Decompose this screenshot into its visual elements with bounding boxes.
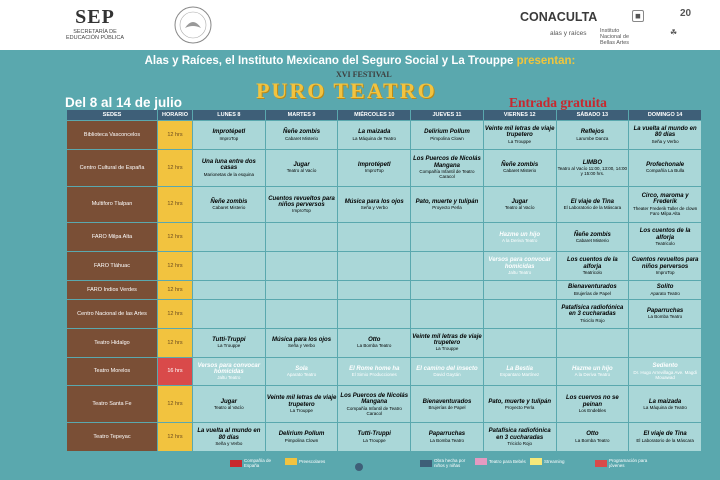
company-name: ImproTop [219,135,239,141]
show-cell [266,281,338,299]
show-title: La maizada [648,398,682,405]
show-title: Sola [295,365,308,372]
show-title: Ñeñe zombis [501,162,539,169]
show-title: Sediento [652,363,678,370]
show-cell [338,386,410,422]
show-cell [266,150,338,186]
show-cell [411,150,483,186]
show-cell [557,329,629,357]
festival-subtitle: XVI FESTIVAL [336,70,392,79]
show-cell [266,358,338,386]
company-name: Los Endebles [578,408,606,414]
show-cell [484,300,556,328]
show-title: Música para los ojos [344,198,404,205]
show-title: Veinte mil letras de viaje trupetero [484,126,555,139]
show-cell [266,187,338,223]
show-cell [266,121,338,149]
schedule-table [66,109,702,452]
company-name: Teatro al Vacío [504,205,535,211]
show-cell [193,300,265,328]
legend-label: Programación para jóvenes [609,458,648,468]
hours-cell: 12 hrs [158,300,192,328]
venue-cell: Teatro Morelos [67,358,157,386]
show-title: Música para los ojos [272,336,332,343]
schedule-row [67,187,701,223]
hours-cell: 12 hrs [158,329,192,357]
legend-swatch [285,458,297,465]
show-title: Tutti-Truppi [357,431,391,438]
show-cell [193,358,265,386]
company-name: El Laboratorio de la Máscara [563,205,622,211]
hours-cell: 12 hrs [158,252,192,280]
company-name: El Simio Producciones [351,372,397,378]
show-cell [629,150,701,186]
company-name: Proyecto Perla [504,404,535,410]
show-cell [629,358,701,386]
show-title: Solito [656,284,674,291]
company-name: ImproTop [364,168,384,174]
hours-cell: 12 hrs [158,121,192,149]
company-name: El Laboratorio de la Máscara [636,437,694,443]
company-name: La Bomba Teatro [357,343,392,349]
schedule-row [67,423,701,451]
inba-logo: Instituto Nacional de Bellas Artes [600,28,630,46]
company-name: La Bomba Teatro [648,314,683,320]
show-title: Jugar [293,162,310,169]
show-cell [484,150,556,186]
schedule-row [67,281,701,299]
company-name: Theater Frederik Taller de clown Faro Milpa Alta [633,205,698,216]
mexico-seal-icon [158,4,228,46]
show-cell [338,423,410,451]
venue-cell: Centro Nacional de las Artes [67,300,157,328]
conaculta-badge-icon: ◼ [632,10,644,22]
show-cell [629,223,701,251]
show-title: Reflejos [580,129,605,136]
company-name: Seña y Verbo [651,138,679,144]
show-cell [629,121,701,149]
venue-cell: Teatro Santa Fe [67,386,157,422]
show-title: El camino del insecto [416,365,478,372]
show-title: La Bestia [506,365,533,372]
company-name: Cabaret Misterio [212,205,246,211]
headline-accent: presentan: [516,55,576,67]
company-name: Larumbe Danza [576,135,609,141]
legend-label: Preescolares [299,459,326,464]
show-title: Improtépetl [357,162,391,169]
show-cell [338,150,410,186]
company-name: A la Deriva Teatro [574,372,611,378]
company-name: Dr. Hugo Arrevillaga Ave. Magdi Mouawad [633,369,697,380]
company-name: La Máquina de Teatro [643,404,687,410]
show-cell [557,223,629,251]
company-name: Teatro al Vacío 11:00, 13:00, 14:00 y 15:00 hrs. [557,165,628,176]
legend-item [230,458,284,468]
schedule-row [67,329,701,357]
company-name: Pimpolina Clown [284,437,319,443]
company-name: Espantaro Martínez [500,372,540,378]
show-cell [557,121,629,149]
company-name: Brujerías de Papel [573,290,611,296]
company-name: David Gaytán [433,372,461,378]
legend-label: Obra hecha por niños y niñas [434,458,466,468]
show-title: LIMBO [582,159,603,166]
company-name: La Trouppe [362,437,386,443]
company-name: Triciclo Rojo [507,440,532,446]
show-cell [629,423,701,451]
legend-label: Compañía de España [244,458,272,468]
show-cell [629,329,701,357]
legend-item [475,458,529,465]
hours-cell: 12 hrs [158,281,192,299]
show-cell [193,187,265,223]
show-title: Ñeñe zombis [573,231,611,238]
schedule-row [67,252,701,280]
venue-cell: FARO Milpa Alta [67,223,157,251]
legend-item [285,458,339,465]
alas-y-raices-logo: alas y raíces [550,30,587,37]
legend-item [595,458,649,468]
show-cell [338,223,410,251]
show-cell [266,223,338,251]
venue-cell: FARO Indios Verdes [67,281,157,299]
hours-cell: 12 hrs [158,423,192,451]
show-cell [557,386,629,422]
show-cell [411,281,483,299]
show-cell [338,121,410,149]
hours-cell: 12 hrs [158,386,192,422]
venue-cell: Centro Cultural de España [67,150,157,186]
column-header: HORARIO [158,110,192,120]
legend-item [420,458,474,468]
show-title: Veinte mil letras de viaje trupetero [412,333,482,347]
show-title: Tutti-Truppi [212,336,246,343]
show-title: Ñeñe zombis [283,129,321,136]
sep-subtitle-1: SECRETARÍA DE [73,29,117,35]
company-name: ImproTop [655,269,675,275]
venue-cell: Multiforo Tlalpan [67,187,157,223]
show-title: Versos para convocar homicidas [197,362,261,375]
company-name: Teatricolo [655,241,675,247]
show-title: Otto [368,336,381,343]
column-header: LUNES 8 [193,110,265,120]
legend-swatch [420,460,432,467]
hours-cell: 12 hrs [158,150,192,186]
show-title: Jugar [511,198,528,205]
conaculta-wordmark: CONACULTA [520,10,598,24]
legend-label: Streaming [544,459,565,464]
column-header: MIÉRCOLES 10 [338,110,410,120]
show-cell [193,329,265,357]
legend-label: Teatro para Bebés [489,459,526,464]
show-title: Delirium Pollum [278,431,325,438]
company-name: La Bomba Teatro [429,437,465,443]
show-cell [411,187,483,223]
festival-title: PURO TEATRO [256,78,437,103]
company-name: ImproTop [292,208,311,214]
show-cell [629,386,701,422]
show-cell [411,121,483,149]
show-cell [266,386,338,422]
show-cell [484,187,556,223]
conaculta-year: 20 [680,8,692,19]
show-title: Una luna entre dos casas [201,158,256,172]
show-title: Jugar [220,398,238,405]
show-title: Delirium Pollum [424,129,470,136]
show-cell [193,121,265,149]
show-cell [484,223,556,251]
show-title: Cuentos revueltos para niños perversos [631,257,699,270]
show-cell [557,252,629,280]
headline-text: Alas y Raíces, el Instituto Mexicano del Seguro Social y La Trouppe [144,55,514,67]
show-title: Los Puercos de Nicolás Mangana [413,156,481,169]
legend-item [530,458,584,465]
show-title: Improtépetl [212,129,246,136]
venue-cell: Teatro Tepeyac [67,423,157,451]
theater-mask-icon [354,462,364,472]
company-name: La Bomba Teatro [575,437,610,443]
company-name: Seña y Verbo [288,343,316,349]
show-cell [557,358,629,386]
company-name: Compañía Infantil de Teatro Caracol [346,405,402,416]
legend-swatch [530,458,542,465]
legend-swatch [475,458,487,465]
company-name: La Trouppe [290,408,313,414]
show-cell [629,300,701,328]
show-cell [411,329,483,357]
company-name: Teatro al Vacío [214,404,244,410]
show-title: Cuentos revueltos para niños perversos [268,195,335,208]
show-title: Hazme un hijo [499,231,540,238]
show-cell [557,423,629,451]
company-name: La Trouppe [435,346,459,352]
imss-logo-icon: ☘ [670,28,678,37]
company-name: La Trouppe [217,343,241,349]
company-name: Compañía Infantil de Teatro Caracol [419,169,475,179]
company-name: Aparato Teatro [650,290,680,296]
show-cell [484,329,556,357]
show-cell [193,281,265,299]
show-cell [484,252,556,280]
show-cell [266,329,338,357]
show-cell [484,423,556,451]
show-cell [193,386,265,422]
show-cell [484,281,556,299]
column-header: SEDES [67,110,157,120]
sep-wordmark: SEP [75,6,115,28]
show-cell [266,300,338,328]
show-cell [557,281,629,299]
company-name: Compañía La Bulla [645,168,685,174]
show-title: La vuelta al mundo en 80 días [633,126,697,139]
schedule-row [67,300,701,328]
company-name: Seña y Verbo [215,440,243,446]
show-cell [338,252,410,280]
company-name: Triciclo Rojo [580,317,605,323]
show-cell [484,358,556,386]
show-cell [629,281,701,299]
show-cell [629,187,701,223]
show-title: Versos para convocar homicidas [488,257,551,270]
hours-cell: 12 hrs [158,223,192,251]
show-cell [411,423,483,451]
company-name: Cabaret Misterio [575,237,609,243]
company-name: Brujerías de Papel [428,404,466,410]
show-cell [484,386,556,422]
company-name: La Máquina de Teatro [352,135,396,141]
company-name: Seña y Verbo [360,205,388,211]
show-cell [557,150,629,186]
show-cell [411,358,483,386]
show-title: Los cuentos de la alforja [567,257,618,270]
schedule-row [67,121,701,149]
show-cell [411,223,483,251]
show-title: Patafísica radiofónica en 3 cucharadas [561,304,624,318]
company-name: A la Deriva Teatro [501,237,538,243]
show-title: Los cuentos de la alforja [639,228,691,241]
show-title: Profechonale [646,162,685,169]
show-title: El Rome home ha [349,365,400,372]
show-cell [338,281,410,299]
venue-cell: FARO Tláhuac [67,252,157,280]
show-title: El viaje de Tina [570,198,614,205]
show-cell [266,252,338,280]
show-cell [193,423,265,451]
show-title: Otto [586,431,599,438]
show-title: Bienaventurados [422,398,472,405]
show-title: Pato, muerte y tulipán [488,398,551,405]
company-name: Jaltu Teatro [508,269,532,275]
sep-subtitle-2: EDUCACIÓN PÚBLICA [65,35,125,41]
column-header: JUEVES 11 [411,110,483,120]
show-cell [557,300,629,328]
free-entry-label: Entrada gratuita [509,95,607,110]
legend [230,455,700,477]
show-cell [193,252,265,280]
top-logo-bar [0,0,720,50]
show-title: Ñeñe zombis [210,198,248,205]
sep-logo [40,6,150,44]
show-title: Los Puercos de Nicolás Mangana [340,392,409,406]
column-header: SÁBADO 13 [557,110,629,120]
show-title: Circo, maroma y Frederik [641,193,689,206]
venue-cell: Biblioteca Vasconcelos [67,121,157,149]
company-name: Cabaret Misterio [503,168,537,174]
show-title: Paparruchas [646,308,684,315]
column-header: DOMINGO 14 [629,110,701,120]
schedule-row [67,358,701,386]
legend-swatch [230,460,242,467]
show-cell [338,300,410,328]
company-name: Teatro al Vacío [286,168,317,174]
show-cell [338,329,410,357]
show-title: La maizada [358,129,391,136]
show-cell [193,223,265,251]
schedule-row [67,223,701,251]
schedule-row [67,386,701,422]
show-cell [193,150,265,186]
show-title: Bienaventurados [568,284,617,291]
show-title: Hazme un hijo [572,365,613,372]
company-name: Marionetas de la esquina [203,171,254,177]
show-cell [411,386,483,422]
show-cell [338,187,410,223]
venue-cell: Teatro Hidalgo [67,329,157,357]
show-title: La vuelta al mundo en 80 días [197,428,261,441]
show-title: Paparruchas [428,431,466,438]
column-header: VIERNES 12 [484,110,556,120]
show-title: Patafísica radiofónica en 3 cucharadas [488,428,551,441]
legend-swatch [595,460,607,467]
show-cell [557,187,629,223]
show-cell [338,358,410,386]
show-cell [629,252,701,280]
schedule-header-row [67,110,701,120]
company-name: Pimpolina Clown [430,135,464,141]
company-name: Proyecto Perla [432,205,462,211]
company-name: La Trouppe [508,138,532,144]
show-cell [266,423,338,451]
show-title: Los cuervos no se peinan [566,395,619,408]
company-name: Aparato Teatro [286,372,317,378]
presenters-headline [0,55,720,67]
conaculta-logo-group [520,6,710,46]
company-name: Jaltu Teatro [217,375,241,381]
schedule-row [67,150,701,186]
show-title: El viaje de Tina [643,431,687,438]
company-name: Teatricolo [582,269,602,275]
column-header: MARTES 9 [266,110,338,120]
date-range: Del 8 al 14 de julio [65,95,183,110]
hours-cell: 16 hrs [158,358,192,386]
company-name: Cabaret Misterio [285,135,319,141]
show-cell [484,121,556,149]
show-title: Veinte mil letras de viaje trupetero [266,395,337,408]
show-title: Pato, muerte y tulipán [415,198,479,205]
show-cell [411,252,483,280]
show-cell [411,300,483,328]
hours-cell: 12 hrs [158,187,192,223]
